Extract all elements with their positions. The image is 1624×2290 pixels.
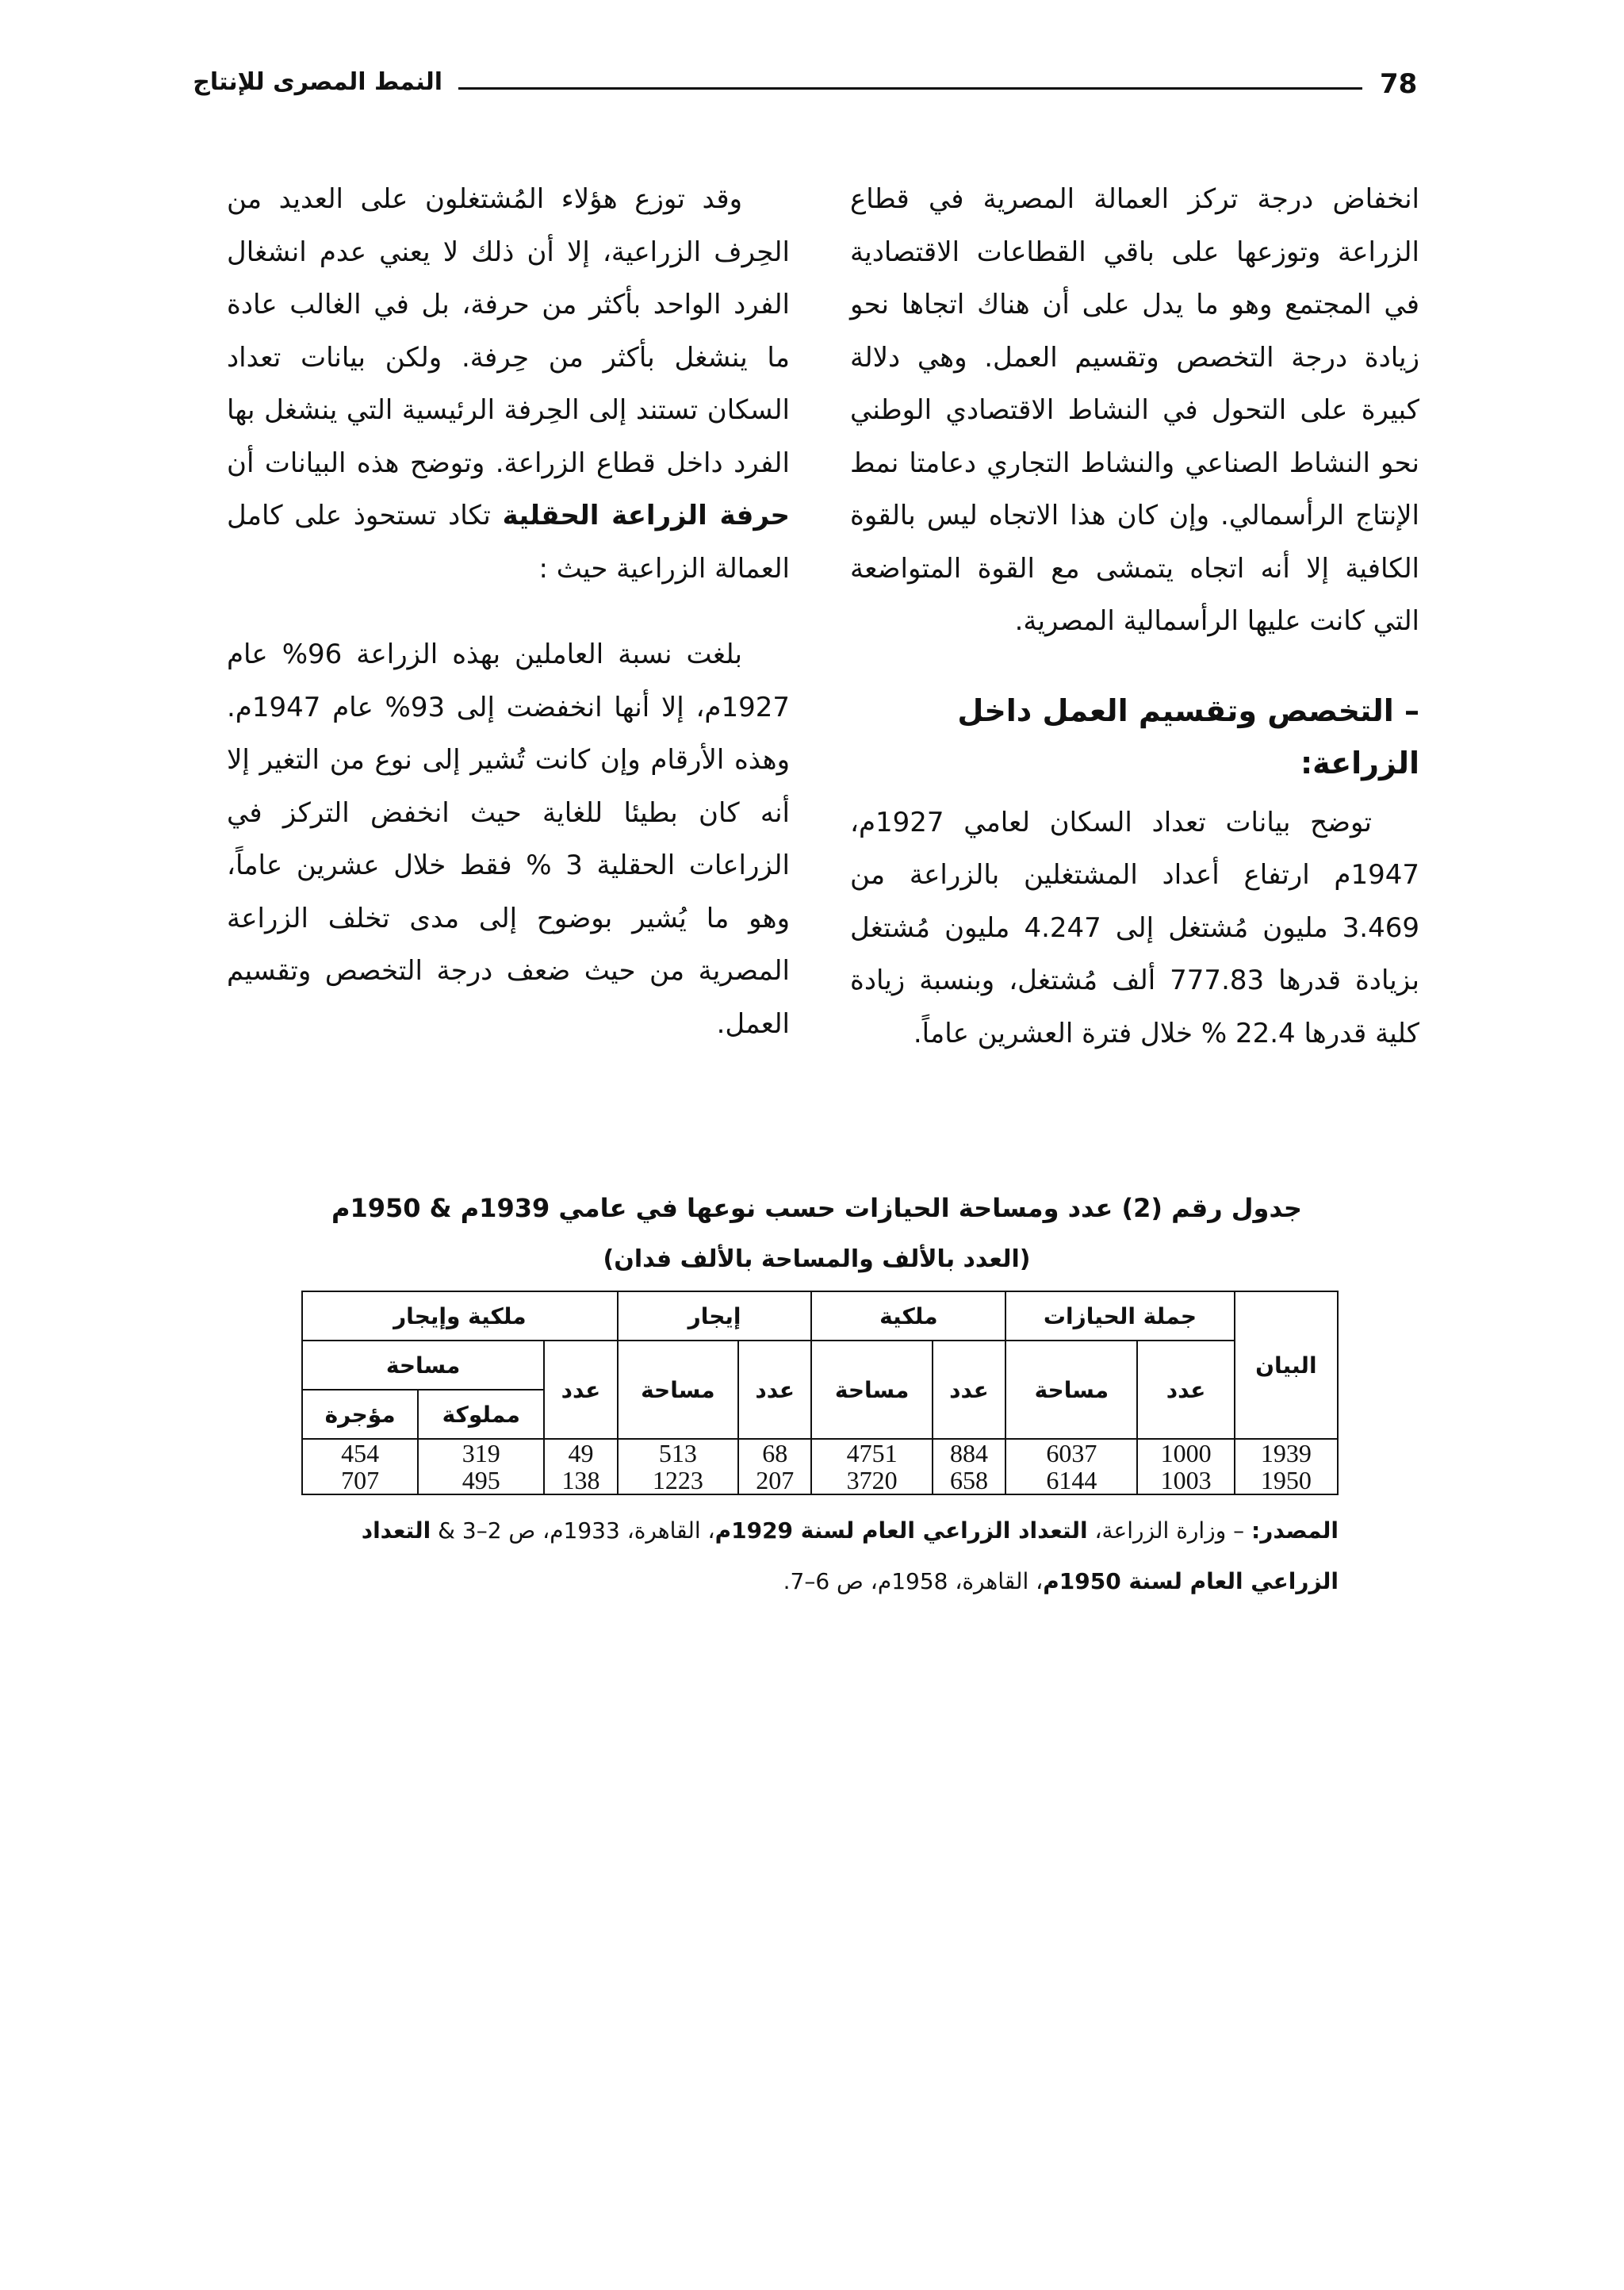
source-label: المصدر:	[1251, 1517, 1339, 1544]
table-row	[302, 1439, 1338, 1467]
header-rent: إيجار	[618, 1291, 812, 1341]
section-heading: – التخصص وتقسيم العمل داخل الزراعة:	[957, 692, 1419, 781]
cell-mixed-owned: 319	[418, 1439, 544, 1467]
source-text-1: – وزارة الزراعة،	[1087, 1517, 1252, 1544]
source-text-2: ، القاهرة، 1933م، ص 2–3 &	[431, 1517, 715, 1544]
cell-mixed-count: 138	[544, 1467, 617, 1494]
header-ownership: ملكية	[811, 1291, 1005, 1341]
cell-mixed-rented: 454	[302, 1439, 418, 1467]
cell-owned-area: 3720	[811, 1467, 932, 1494]
header-rent-count: عدد	[738, 1341, 811, 1439]
left-column	[227, 173, 790, 1050]
header-mixed-area: مساحة	[302, 1341, 544, 1390]
cell-mixed-owned: 495	[418, 1467, 544, 1494]
cell-rent-area: 513	[618, 1439, 738, 1467]
cell-total-count: 1000	[1137, 1439, 1234, 1467]
cell-year: 1939	[1235, 1439, 1338, 1467]
page-number: 78	[1380, 68, 1418, 100]
cell-total-area: 6037	[1005, 1439, 1137, 1467]
cell-rent-area: 1223	[618, 1467, 738, 1494]
header-rented-part: مؤجرة	[302, 1390, 418, 1439]
cell-mixed-count: 49	[544, 1439, 617, 1467]
cell-rent-count: 207	[738, 1467, 811, 1494]
header-owned-area: مساحة	[811, 1341, 932, 1439]
header-ownership-and-rent: ملكية وإيجار	[302, 1291, 618, 1341]
table-row	[302, 1467, 1338, 1494]
header-rent-area: مساحة	[618, 1341, 738, 1439]
cell-owned-area: 4751	[811, 1439, 932, 1467]
cell-year: 1950	[1235, 1467, 1338, 1494]
cell-rent-count: 68	[738, 1439, 811, 1467]
cell-total-count: 1003	[1137, 1467, 1234, 1494]
cell-owned-count: 658	[933, 1467, 1005, 1494]
paragraph-text-end: تكاد تستحوذ على كامل العمالة الزراعية حيث :	[227, 500, 790, 585]
right-column	[850, 173, 1419, 1060]
source-title-2: التعداد الزراعي العام لسنة 1950م	[361, 1517, 1339, 1594]
header-statement: البيان	[1235, 1291, 1338, 1439]
right-column-paragraph-1: انخفاض درجة تركز العمالة المصرية في قطاع الزراعة وتوزعها على باقي القطاعات الاقتصادية في المجتمع وهو ما يدل على أن هناك اتجاها نحو زيادة درجة التخصص وتقسيم العمل. وهي دلالة كبيرة على التحول في النشاط الاقتصادي الوطني نحو النشاط الصناعي والنشاط التجاري دعامتا نمط الإنتاج الرأسمالي. وإن كان هذا الاتجاه ليس بالقوة الكافية إلا أنه اتجاه يتمشى مع القوة المتواضعة التي كانت عليها الرأسمالية المصرية.	[850, 183, 1419, 637]
source-text-3: ، القاهرة، 1958م، ص 6–7.	[783, 1568, 1044, 1594]
bold-term: حرفة الزراعة الحقلية	[502, 500, 790, 531]
paragraph-text-start: وقد توزع هؤلاء المُشتغلون على العديد من الحِرف الزراعية، إلا أن ذلك لا يعني عدم انشغال الفرد الواحد بأكثر من حرفة، بل في الغالب عادة ما ينشغل بأكثر من حِرفة. ولكن بيانات تعداد السكان تستند إلى الحِرفة الرئيسية التي ينشغل بها الفرد داخل قطاع الزراعة. وتوضح هذه البيانات أن	[227, 183, 790, 479]
source-note	[301, 1506, 1339, 1607]
header-total-count: عدد	[1137, 1341, 1234, 1439]
cell-owned-count: 884	[933, 1439, 1005, 1467]
header-mixed-count: عدد	[544, 1341, 617, 1439]
table-caption: جدول رقم (2) عدد ومساحة الحيازات حسب نوعها في عامي 1939م & 1950م	[331, 1193, 1302, 1223]
right-column-paragraph-2: توضح بيانات تعداد السكان لعامي 1927م، 1947م ارتفاع أعداد المشتغلين بالزراعة من 3.469 مليون مُشتغل إلى 4.247 مليون مُشتغل بزيادة قدرها 777.83 ألف مُشتغل، وبنسبة زيادة كلية قدرها 22.4 % خلال فترة العشرين عاماً.	[850, 806, 1419, 1049]
cell-total-area: 6144	[1005, 1467, 1137, 1494]
source-title-1: التعداد الزراعي العام لسنة 1929م	[714, 1517, 1088, 1544]
header-owned-count: عدد	[933, 1341, 1005, 1439]
header-total-holdings: جملة الحيازات	[1005, 1291, 1235, 1341]
header-total-area: مساحة	[1005, 1341, 1137, 1439]
running-title: النمط المصرى للإنتاج	[193, 68, 442, 96]
cell-mixed-rented: 707	[302, 1467, 418, 1494]
left-column-paragraph-1	[227, 173, 790, 595]
left-column-paragraph-2: بلغت نسبة العاملين بهذه الزراعة 96% عام 1927م، إلا أنها انخفضت إلى 93% عام 1947م. وهذه الأرقام وإن كانت تُشير إلى نوع من التغير إلا أنه كان بطيئا للغاية حيث انخفض التركز في الزراعات الحقلية 3 % فقط خلال عشرين عاماً، وهو ما يُشير بوضوح إلى مدى تخلف الزراعة المصرية من حيث ضعف درجة التخصص وتقسيم العمل.	[227, 639, 790, 1040]
header-owned-part: مملوكة	[418, 1390, 544, 1439]
header-rule	[458, 87, 1362, 90]
holdings-table	[301, 1291, 1339, 1495]
table-subcaption: (العدد بالألف والمساحة بالألف فدان)	[603, 1245, 1031, 1273]
